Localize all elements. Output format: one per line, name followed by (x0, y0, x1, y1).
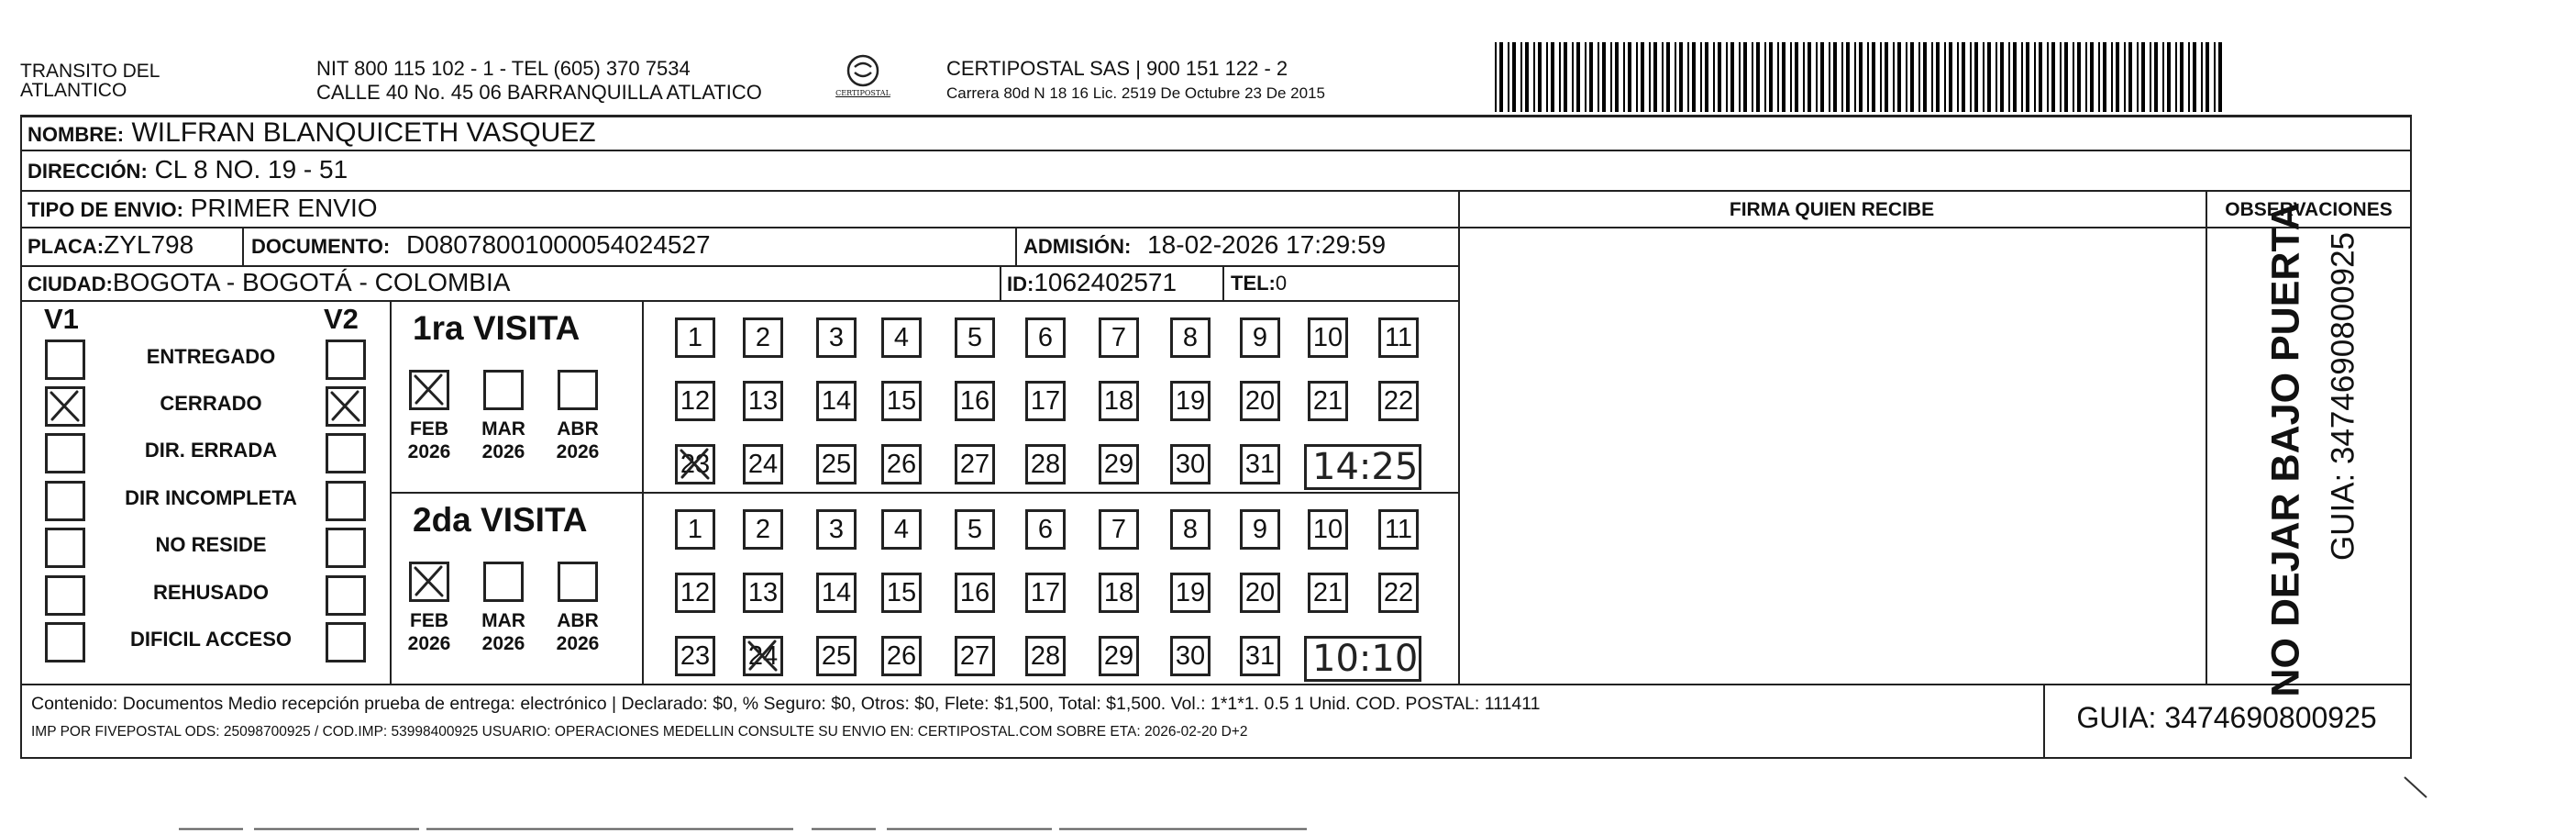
barcode-bar (1983, 42, 1985, 112)
barcode-bar (1893, 42, 1895, 112)
barcode-bar (1641, 42, 1644, 112)
barcode-bar (1764, 42, 1766, 112)
day-checkbox[interactable]: 14 (816, 573, 857, 613)
day-checkbox[interactable]: 17 (1025, 381, 1066, 421)
barcode-bar (1820, 42, 1824, 112)
day-checkbox[interactable]: 16 (955, 381, 995, 421)
barcode-bar (1910, 42, 1914, 112)
plate-field (28, 232, 193, 258)
city-field (28, 270, 510, 295)
barcode-bar (1636, 42, 1638, 112)
barcode-bar (2167, 42, 2171, 112)
barcode-bar (1559, 42, 1561, 112)
barcode-bar (1846, 42, 1850, 112)
v1-checkbox[interactable] (45, 528, 85, 568)
barcode-bar (1872, 42, 1875, 112)
barcode-bar (1675, 42, 1676, 112)
day-checkbox[interactable]: 22 (1378, 573, 1419, 613)
month-checkbox[interactable] (558, 370, 598, 410)
barcode-bar (1962, 42, 1965, 112)
visit-title: 2da VISITA (413, 501, 588, 539)
day-checkbox[interactable]: 26 (881, 636, 922, 676)
barcode-bar (1790, 42, 1792, 112)
barcode-bar (2034, 42, 2036, 112)
barcode-bar (1996, 42, 1997, 112)
barcode-bar (1649, 42, 1651, 112)
barcode-bar (1782, 42, 1786, 112)
v2-checkbox[interactable] (326, 340, 366, 380)
v2-checkbox[interactable] (326, 433, 366, 473)
address-value: CL 8 NO. 19 - 51 (154, 155, 348, 184)
handwritten-x-mark (412, 373, 447, 407)
barcode-bar (1795, 42, 1798, 112)
day-checkbox[interactable]: 16 (955, 573, 995, 613)
v1-label: V1 (44, 303, 79, 335)
day-checkbox[interactable]: 19 (1170, 573, 1211, 613)
barcode-bar (1841, 42, 1843, 112)
city-label: CIUDAD: (28, 273, 113, 295)
barcode-bar (1730, 42, 1734, 112)
handwritten-x-mark (746, 639, 780, 674)
day-checkbox[interactable]: 21 (1308, 573, 1348, 613)
day-checkbox[interactable]: 18 (1099, 381, 1139, 421)
day-checkbox[interactable]: 30 (1170, 636, 1211, 676)
barcode-bar (2060, 42, 2062, 112)
barcode-bar (2193, 42, 2196, 112)
day-checkbox[interactable]: 8 (1170, 509, 1211, 550)
day-checkbox[interactable]: 25 (816, 636, 857, 676)
admission-value: 18-02-2026 17:29:59 (1147, 230, 1387, 259)
day-checkbox[interactable]: 22 (1378, 381, 1419, 421)
day-checkbox[interactable]: 6 (1025, 509, 1066, 550)
month-checkbox[interactable] (558, 562, 598, 602)
barcode-bar (1918, 42, 1920, 112)
day-checkbox[interactable]: 31 (1240, 636, 1280, 676)
month-year-label: 2026 (481, 441, 525, 462)
barcode-bar (1974, 42, 1978, 112)
name-label: NOMBRE: (28, 123, 125, 146)
status-option-label: DIR. ERRADA (144, 439, 278, 462)
barcode-bar (1610, 42, 1612, 112)
barcode-bar (2218, 42, 2222, 112)
v2-checkbox[interactable] (326, 481, 366, 521)
barcode-bar (1687, 42, 1689, 112)
barcode-bar (1520, 42, 1522, 112)
barcode-bar (2124, 42, 2126, 112)
day-checkbox[interactable]: 11 (1378, 509, 1419, 550)
barcode-bar (1854, 42, 1856, 112)
barcode-bar (2162, 42, 2164, 112)
month-checkbox[interactable] (409, 370, 449, 410)
barcode-bar (2116, 42, 2119, 112)
month-checkbox[interactable] (483, 562, 524, 602)
barcode-bar (1756, 42, 1760, 112)
day-checkbox[interactable]: 5 (955, 509, 995, 550)
day-checkbox[interactable]: 12 (675, 573, 715, 613)
barcode-bar (1880, 42, 1882, 112)
status-option-label: DIR INCOMPLETA (125, 486, 297, 509)
barcode-bar (2000, 42, 2004, 112)
v2-label: V2 (324, 303, 359, 335)
barcode-bar (1525, 42, 1529, 112)
barcode-bar (2206, 42, 2209, 112)
barcode-bar (1705, 42, 1708, 112)
barcode-bar (2051, 42, 2055, 112)
barcode-bar (2188, 42, 2190, 112)
barcode-bar (1897, 42, 1901, 112)
day-checkbox[interactable]: 13 (743, 381, 783, 421)
day-checkbox[interactable]: 6 (1025, 317, 1066, 358)
barcode-bar (1936, 42, 1940, 112)
status-option-label: REHUSADO (153, 581, 269, 604)
day-checkbox[interactable]: 3 (816, 317, 857, 358)
side-guide-number: GUIA: 3474690800925 (2325, 231, 2361, 562)
barcode-bar (1662, 42, 1664, 112)
month-year-label: 2026 (407, 633, 451, 654)
id-label: ID: (1007, 273, 1034, 295)
barcode-bar (1495, 42, 1497, 112)
day-checkbox[interactable]: 5 (955, 317, 995, 358)
barcode-bar (1726, 42, 1728, 112)
org-name-line1: TRANSITO DEL (20, 61, 160, 82)
barcode-bar (1859, 42, 1863, 112)
day-checkbox[interactable]: 9 (1240, 509, 1280, 550)
barcode-bar (2128, 42, 2132, 112)
barcode-bar (2098, 42, 2100, 112)
barcode-bar (1692, 42, 1696, 112)
status-option-label: CERRADO (160, 392, 262, 415)
month-label: ABR (557, 418, 599, 440)
observations-header: OBSERVACIONES (2225, 199, 2393, 220)
day-checkbox[interactable]: 2 (743, 509, 783, 550)
day-checkbox[interactable]: 27 (955, 636, 995, 676)
v2-checkbox[interactable] (326, 622, 366, 662)
plate-value: ZYL798 (104, 230, 194, 259)
plate-label: PLACA: (28, 235, 105, 258)
day-checkbox[interactable]: 7 (1099, 317, 1139, 358)
barcode-bar (1546, 42, 1548, 112)
document-field (251, 232, 711, 258)
day-checkbox[interactable]: 28 (1025, 444, 1066, 484)
barcode-bar (1533, 42, 1535, 112)
tel-field (1231, 273, 1287, 294)
barcode-bar (2073, 42, 2074, 112)
name-field (28, 119, 596, 147)
courier-license: Carrera 80d N 18 16 Lic. 2519 De Octubre 23 De 2015 (946, 84, 1325, 102)
day-checkbox[interactable]: 10 (1308, 317, 1348, 358)
day-checkbox[interactable]: 4 (881, 317, 922, 358)
barcode-bar (1585, 42, 1587, 112)
day-checkbox[interactable]: 2 (743, 317, 783, 358)
handwritten-x-mark (678, 447, 713, 482)
barcode-bar (1739, 42, 1741, 112)
barcode-bar (1906, 42, 1907, 112)
footer-guide-number: GUIA: 3474690800925 (2076, 701, 2377, 734)
v2-checkbox[interactable] (326, 386, 366, 427)
day-checkbox[interactable]: 1 (675, 317, 715, 358)
day-checkbox[interactable]: 19 (1170, 381, 1211, 421)
day-checkbox[interactable]: 23 (675, 636, 715, 676)
document-label: DOCUMENTO: (251, 235, 391, 258)
day-checkbox[interactable]: 4 (881, 509, 922, 550)
handwritten-x-mark (412, 564, 447, 599)
barcode-bar (2013, 42, 2017, 112)
v1-checkbox[interactable] (45, 575, 85, 616)
courier-name: CERTIPOSTAL SAS | 900 151 122 - 2 (946, 57, 1288, 80)
day-checkbox[interactable]: 12 (675, 381, 715, 421)
day-checkbox[interactable]: 1 (675, 509, 715, 550)
month-year-label: 2026 (556, 441, 600, 462)
day-checkbox[interactable]: 26 (881, 444, 922, 484)
barcode-bar (1551, 42, 1554, 112)
barcode-bar (2111, 42, 2113, 112)
document-value: D08078001000054024527 (405, 230, 711, 259)
barcode-bar (2026, 42, 2029, 112)
admission-field (1023, 232, 1386, 258)
barcode-bar (1499, 42, 1503, 112)
v1-checkbox[interactable] (45, 481, 85, 521)
handwritten-time: 14:25 (1312, 446, 1419, 488)
barcode-bar (1572, 42, 1574, 112)
barcode-bar (1970, 42, 1972, 112)
day-checkbox[interactable]: 29 (1099, 636, 1139, 676)
day-checkbox[interactable]: 7 (1099, 509, 1139, 550)
barcode-bar (1628, 42, 1631, 112)
month-checkbox[interactable] (409, 562, 449, 602)
print-line: IMP POR FIVEPOSTAL ODS: 25098700925 / COD.IMP: 53998400925 USUARIO: OPERACIONES MEDELLIN CONSULTE SU ENVIO EN: CERTIPOSTAL.COM SOBRE ETA: 2026-02-20 D+2 (31, 724, 1248, 740)
name-value: WILFRAN BLANQUICETH VASQUEZ (131, 117, 596, 148)
v2-checkbox[interactable] (326, 575, 366, 616)
barcode-bar (2077, 42, 2081, 112)
handwritten-time: 10:10 (1312, 638, 1419, 680)
contents-line: Contenido: Documentos Medio recepción prueba de entrega: electrónico | Declarado: $0, % Seguro: $0, Otros: $0, Flete: $1,500, Total: $1,500. Vol.: 1*1*1. 0.5 1 Unid. COD. POSTAL: 111411 (31, 694, 1541, 714)
status-option-label: NO RESIDE (155, 533, 267, 556)
barcode-bar (1700, 42, 1702, 112)
day-checkbox[interactable]: 17 (1025, 573, 1066, 613)
barcode-bar (2090, 42, 2094, 112)
month-checkbox[interactable] (483, 370, 524, 410)
barcode-bar (1679, 42, 1683, 112)
send-type-value: PRIMER ENVIO (190, 194, 378, 222)
day-checkbox[interactable]: 23 (675, 444, 715, 484)
barcode-bar (1829, 42, 1830, 112)
barcode-bar (1816, 42, 1818, 112)
org-name-line2: ATLANTICO (20, 80, 127, 101)
barcode-bar (2064, 42, 2068, 112)
address-label: DIRECCIÓN: (28, 160, 148, 183)
barcode-bar (2008, 42, 2010, 112)
day-checkbox[interactable]: 18 (1099, 573, 1139, 613)
barcode-bar (2150, 42, 2151, 112)
day-checkbox[interactable]: 29 (1099, 444, 1139, 484)
barcode-bar (1957, 42, 1959, 112)
barcode-bar (1598, 42, 1599, 112)
visit-time-box[interactable] (1304, 636, 1421, 682)
barcode-bar (1867, 42, 1869, 112)
org-address: CALLE 40 No. 45 06 BARRANQUILLA ATLATICO (316, 81, 762, 104)
day-checkbox[interactable]: 13 (743, 573, 783, 613)
day-checkbox[interactable]: 9 (1240, 317, 1280, 358)
visit-title: 1ra VISITA (413, 309, 580, 347)
day-checkbox[interactable]: 10 (1308, 509, 1348, 550)
month-label: MAR (481, 418, 525, 440)
handwritten-x-mark (328, 389, 363, 424)
barcode-bar (1743, 42, 1747, 112)
barcode-bar (2021, 42, 2023, 112)
barcode-bar (2047, 42, 2049, 112)
day-checkbox[interactable]: 15 (881, 381, 922, 421)
day-checkbox[interactable]: 30 (1170, 444, 1211, 484)
day-checkbox[interactable]: 8 (1170, 317, 1211, 358)
day-checkbox[interactable]: 24 (743, 636, 783, 676)
v1-checkbox[interactable] (45, 340, 85, 380)
barcode-bar (1803, 42, 1805, 112)
barcode-bar (1564, 42, 1567, 112)
courier-logo (835, 52, 891, 106)
month-label: FEB (410, 610, 448, 631)
day-checkbox[interactable]: 21 (1308, 381, 1348, 421)
status-option-label: DIFICIL ACCESO (129, 628, 292, 651)
no-under-door-warning: NO DEJAR BAJO PUERTA (2263, 202, 2308, 697)
barcode-bar (1623, 42, 1625, 112)
barcode-bar (1987, 42, 1991, 112)
v1-checkbox[interactable] (45, 433, 85, 473)
barcode-bar (2214, 42, 2216, 112)
barcode-bar (2154, 42, 2158, 112)
barcode-bar (1666, 42, 1670, 112)
barcode-bar (1752, 42, 1753, 112)
day-checkbox[interactable]: 11 (1378, 317, 1419, 358)
day-checkbox[interactable]: 27 (955, 444, 995, 484)
barcode-bar (2039, 42, 2042, 112)
address-field (28, 157, 348, 183)
day-checkbox[interactable]: 24 (743, 444, 783, 484)
barcode-icon (1495, 42, 2228, 112)
month-label: MAR (481, 610, 525, 631)
v1-checkbox[interactable] (45, 622, 85, 662)
barcode-bar (1602, 42, 1606, 112)
day-checkbox[interactable]: 20 (1240, 381, 1280, 421)
barcode-bar (1718, 42, 1721, 112)
barcode-bar (1508, 42, 1509, 112)
month-year-label: 2026 (481, 633, 525, 654)
day-checkbox[interactable]: 15 (881, 573, 922, 613)
barcode-bar (1576, 42, 1580, 112)
day-checkbox[interactable]: 28 (1025, 636, 1066, 676)
day-checkbox[interactable]: 20 (1240, 573, 1280, 613)
barcode-bar (1944, 42, 1946, 112)
barcode-bar (1713, 42, 1715, 112)
barcode-bar (1769, 42, 1773, 112)
barcode-bar (1923, 42, 1927, 112)
month-year-label: 2026 (407, 441, 451, 462)
barcode-bar (2201, 42, 2203, 112)
barcode-bar (2175, 42, 2177, 112)
org-nit-phone: NIT 800 115 102 - 1 - TEL (605) 370 7534 (316, 57, 691, 80)
barcode-bar (1538, 42, 1542, 112)
barcode-bar (2137, 42, 2139, 112)
city-value: BOGOTA - BOGOTÁ - COLOMBIA (112, 268, 511, 296)
visit-time-box[interactable] (1304, 444, 1421, 490)
barcode-bar (1949, 42, 1952, 112)
send-type-field (28, 195, 378, 221)
handwritten-x-mark (48, 389, 83, 424)
month-label: ABR (557, 610, 599, 631)
tel-label: TEL: (1231, 272, 1276, 295)
tel-value: 0 (1275, 272, 1288, 295)
barcode-bar (1653, 42, 1657, 112)
status-option-label: ENTREGADO (146, 345, 276, 368)
barcode-bar (1589, 42, 1593, 112)
courier-logo-text: CERTIPOSTAL (835, 89, 890, 97)
id-field (1007, 270, 1177, 295)
scan-edge-line (179, 818, 1307, 821)
day-checkbox[interactable]: 31 (1240, 444, 1280, 484)
barcode-bar (1833, 42, 1837, 112)
day-checkbox[interactable]: 3 (816, 509, 857, 550)
barcode-bar (2103, 42, 2106, 112)
admission-label: ADMISIÓN: (1023, 235, 1132, 258)
barcode-bar (2085, 42, 2087, 112)
id-value: 1062402571 (1034, 268, 1177, 296)
v2-checkbox[interactable] (326, 528, 366, 568)
barcode-bar (2141, 42, 2145, 112)
day-checkbox[interactable]: 14 (816, 381, 857, 421)
signature-header: FIRMA QUIEN RECIBE (1729, 199, 1935, 220)
scan-mark (2403, 775, 2430, 803)
barcode-bar (1615, 42, 1619, 112)
v1-checkbox[interactable] (45, 386, 85, 427)
barcode-bar (1808, 42, 1811, 112)
barcode-bar (1931, 42, 1933, 112)
barcode-bar (1885, 42, 1888, 112)
barcode-bar (2180, 42, 2184, 112)
day-checkbox[interactable]: 25 (816, 444, 857, 484)
send-type-label: TIPO DE ENVIO: (28, 198, 183, 221)
month-label: FEB (410, 418, 448, 440)
barcode-bar (1512, 42, 1516, 112)
barcode-bar (1777, 42, 1779, 112)
month-year-label: 2026 (556, 633, 600, 654)
